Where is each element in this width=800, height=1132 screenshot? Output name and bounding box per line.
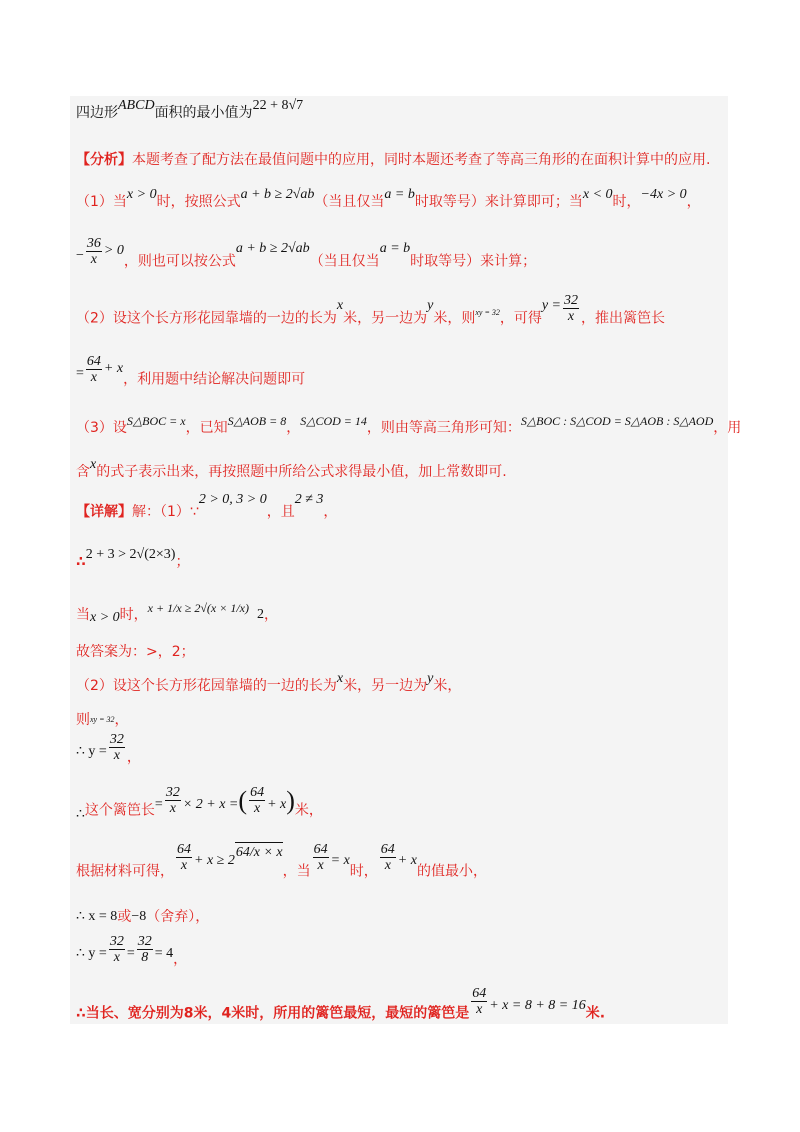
- analysis-part2-line1: [76, 293, 666, 334]
- result-line-area: [76, 98, 304, 123]
- math: x: [336, 298, 344, 313]
- text: 米，: [433, 678, 462, 694]
- math: 2 ≠ 3: [294, 492, 324, 507]
- denominator: x: [113, 748, 120, 763]
- math-small: xy = 32: [90, 715, 115, 724]
- fraction: [249, 785, 265, 816]
- text: （1）当: [76, 194, 127, 210]
- text: ，则由等高三角形可知：: [366, 420, 521, 436]
- denominator: x: [567, 309, 575, 324]
- left-paren: (: [238, 785, 248, 815]
- numerator: 36: [86, 236, 101, 251]
- math: =: [126, 946, 135, 961]
- analysis-part2-line2: [76, 354, 306, 395]
- denominator: x: [317, 858, 324, 873]
- math: x: [90, 457, 97, 472]
- text: 米，: [294, 802, 323, 819]
- math: 2 > 0, 3 > 0: [198, 492, 267, 507]
- text: 故答案为：>，2；: [76, 644, 195, 660]
- denominator: 8: [141, 950, 149, 965]
- text: ，: [114, 712, 129, 728]
- numerator: 32: [137, 934, 152, 949]
- analysis-part3-line1: [76, 414, 742, 438]
- math: 2: [257, 607, 265, 622]
- text: 这个篱笆长: [84, 802, 155, 819]
- math: = 4: [154, 946, 174, 961]
- math: + x: [267, 797, 287, 812]
- fraction: [563, 293, 579, 324]
- text: 米.: [585, 1005, 606, 1022]
- detail-answer-line: [76, 642, 195, 662]
- text: 含: [76, 464, 90, 480]
- text: 根据材料可得，: [76, 863, 174, 880]
- detail-part1-line2: [76, 547, 190, 572]
- text: ，: [126, 749, 141, 766]
- text: 米，另一边为: [343, 310, 428, 327]
- math: x: [336, 671, 344, 686]
- text: 解：（1）∵: [132, 504, 199, 520]
- math: −8: [131, 909, 147, 924]
- math-radicand: 64/x × x: [235, 842, 283, 863]
- therefore-symbol: ∴: [76, 554, 86, 570]
- math: = x: [330, 853, 350, 868]
- numerator: 64: [380, 842, 395, 857]
- math: =: [76, 366, 84, 381]
- detail-part2-line7: [76, 934, 188, 975]
- text: ，: [264, 607, 279, 623]
- math: y: [427, 298, 434, 313]
- text: 时，: [612, 194, 641, 210]
- fraction: [471, 986, 487, 1017]
- fraction: [109, 732, 125, 763]
- text: 时，: [349, 863, 378, 880]
- text: 本题考查了配方法在最值问题中的应用，同时本题还考查了等高三角形的在面积计算中的应用.: [132, 152, 711, 168]
- text: 则: [76, 712, 90, 728]
- math: S△BOC = x: [126, 414, 186, 428]
- math: + x: [103, 361, 124, 376]
- math-abcd: ABCD: [118, 98, 155, 113]
- text: ，用: [713, 420, 742, 436]
- math: ∴ y =: [76, 946, 107, 961]
- math: a = b: [384, 187, 415, 202]
- text: 面积的最小值为: [154, 105, 253, 121]
- text: ；: [175, 554, 190, 570]
- math-amgm: a + b ≥ 2√ab: [240, 187, 315, 202]
- denominator: x: [476, 1002, 483, 1017]
- denominator: x: [90, 370, 98, 385]
- text: （当且仅当: [314, 194, 385, 210]
- denominator: x: [90, 252, 98, 267]
- analysis-part1-line2: [76, 236, 537, 277]
- math: + x = 8 + 8 = 16: [489, 998, 586, 1013]
- therefore-symbol: ∴: [76, 807, 85, 822]
- text: ，: [323, 504, 338, 520]
- text: 四边形: [76, 105, 118, 121]
- text: ∴当长、宽分别为8米，4米时，所用的篱笆最短，最短的篱笆是: [76, 1005, 470, 1022]
- text: ，则也可以按公式: [123, 253, 236, 270]
- fraction: [165, 785, 181, 816]
- math: =: [154, 797, 163, 812]
- text: ，: [686, 194, 701, 210]
- analysis-part1-line1: [76, 187, 701, 212]
- text: ，: [173, 951, 188, 968]
- fraction: [109, 934, 125, 965]
- text: （当且仅当: [309, 253, 380, 270]
- math: ∴ x = 8: [76, 909, 118, 924]
- text: 的式子表示出来，再按照题中所给公式求得最小值，加上常数即可.: [96, 464, 507, 480]
- fraction: [380, 842, 396, 873]
- math: x + 1/x ≥ 2√(x × 1/x): [147, 601, 250, 615]
- text: 时取等号）来计算；: [410, 253, 537, 270]
- final-conclusion: [76, 986, 606, 1029]
- math-amgm: a + b ≥ 2√ab: [235, 241, 310, 256]
- text: 时取等号）来计算即可；当: [414, 194, 583, 210]
- math: a = b: [379, 241, 411, 256]
- math: y: [427, 671, 434, 686]
- text: ，当: [282, 863, 311, 880]
- fraction: [176, 842, 192, 873]
- text: ，推出篱笆长: [581, 310, 666, 327]
- analysis-intro: [76, 150, 710, 170]
- numerator: 64: [250, 785, 265, 800]
- math: + x: [397, 853, 417, 868]
- denominator: x: [169, 801, 176, 816]
- text: 时，按照公式: [156, 194, 241, 210]
- math: S△COD = 14: [300, 414, 367, 428]
- text: 时，: [119, 607, 148, 623]
- detail-part2-line4: [76, 785, 323, 826]
- right-paren: ): [286, 785, 295, 815]
- numerator: 64: [313, 842, 328, 857]
- fraction: [86, 354, 102, 385]
- numerator: 32: [165, 785, 180, 800]
- math: + x ≥ 2: [194, 853, 235, 868]
- numerator: 64: [177, 842, 191, 857]
- math: y =: [541, 298, 562, 313]
- math: 2 + 3 > 2√(2×3): [85, 547, 176, 562]
- numerator: 32: [564, 293, 579, 308]
- numerator: 64: [472, 986, 487, 1001]
- numerator: 32: [109, 732, 124, 747]
- math: S△BOC : S△COD = S△AOB : S△AOD: [520, 414, 714, 428]
- text: 米，则: [433, 310, 476, 327]
- math: −4x > 0: [640, 187, 687, 202]
- math: x < 0: [582, 187, 613, 202]
- detail-part2-line5: [76, 842, 487, 887]
- detail-part1-line3: [76, 601, 279, 625]
- detail-part1-line1: [76, 492, 338, 522]
- text: ，: [286, 420, 301, 436]
- math: > 0: [103, 243, 124, 258]
- numerator: 64: [86, 354, 101, 369]
- text: ，且: [266, 504, 295, 520]
- text: ，可得: [499, 310, 542, 327]
- detail-part2-line6: [76, 907, 209, 927]
- math-small: xy = 32: [475, 308, 500, 317]
- fraction: [137, 934, 153, 965]
- text: （2）设这个长方形花园靠墙的一边的长为: [76, 678, 337, 694]
- math: ∴ y =: [76, 744, 107, 759]
- denominator: x: [253, 801, 261, 816]
- math: x > 0: [90, 610, 120, 625]
- text: 或: [117, 909, 132, 925]
- math-min-area: 22 + 8√7: [252, 98, 304, 113]
- text: （2）设这个长方形花园靠墙的一边的长为: [76, 310, 337, 327]
- numerator: 32: [109, 934, 124, 949]
- math: −: [76, 248, 84, 263]
- text: （3）设: [76, 420, 127, 436]
- text: ，利用题中结论解决问题即可: [123, 371, 306, 388]
- analysis-tag: 【分析】: [76, 152, 132, 168]
- detail-part2-line1: [76, 671, 462, 696]
- text: ，: [195, 909, 210, 925]
- math: x > 0: [126, 187, 157, 202]
- math: × 2 + x =: [182, 797, 239, 812]
- fraction: [86, 236, 102, 267]
- denominator: x: [180, 858, 188, 873]
- math: S△AOB = 8: [227, 414, 287, 428]
- detail-part2-line3: [76, 732, 141, 773]
- detail-tag: 【详解】: [76, 504, 132, 520]
- text: （舍弃）: [146, 909, 196, 925]
- text: 的值最小，: [416, 863, 487, 880]
- denominator: x: [113, 950, 120, 965]
- analysis-part3-line2: [76, 457, 507, 482]
- detail-part2-line2: [76, 710, 129, 730]
- text: 当: [76, 607, 90, 623]
- text: 米，另一边为: [343, 678, 428, 694]
- fraction: [313, 842, 329, 873]
- text: ，已知: [185, 420, 228, 436]
- denominator: x: [384, 858, 391, 873]
